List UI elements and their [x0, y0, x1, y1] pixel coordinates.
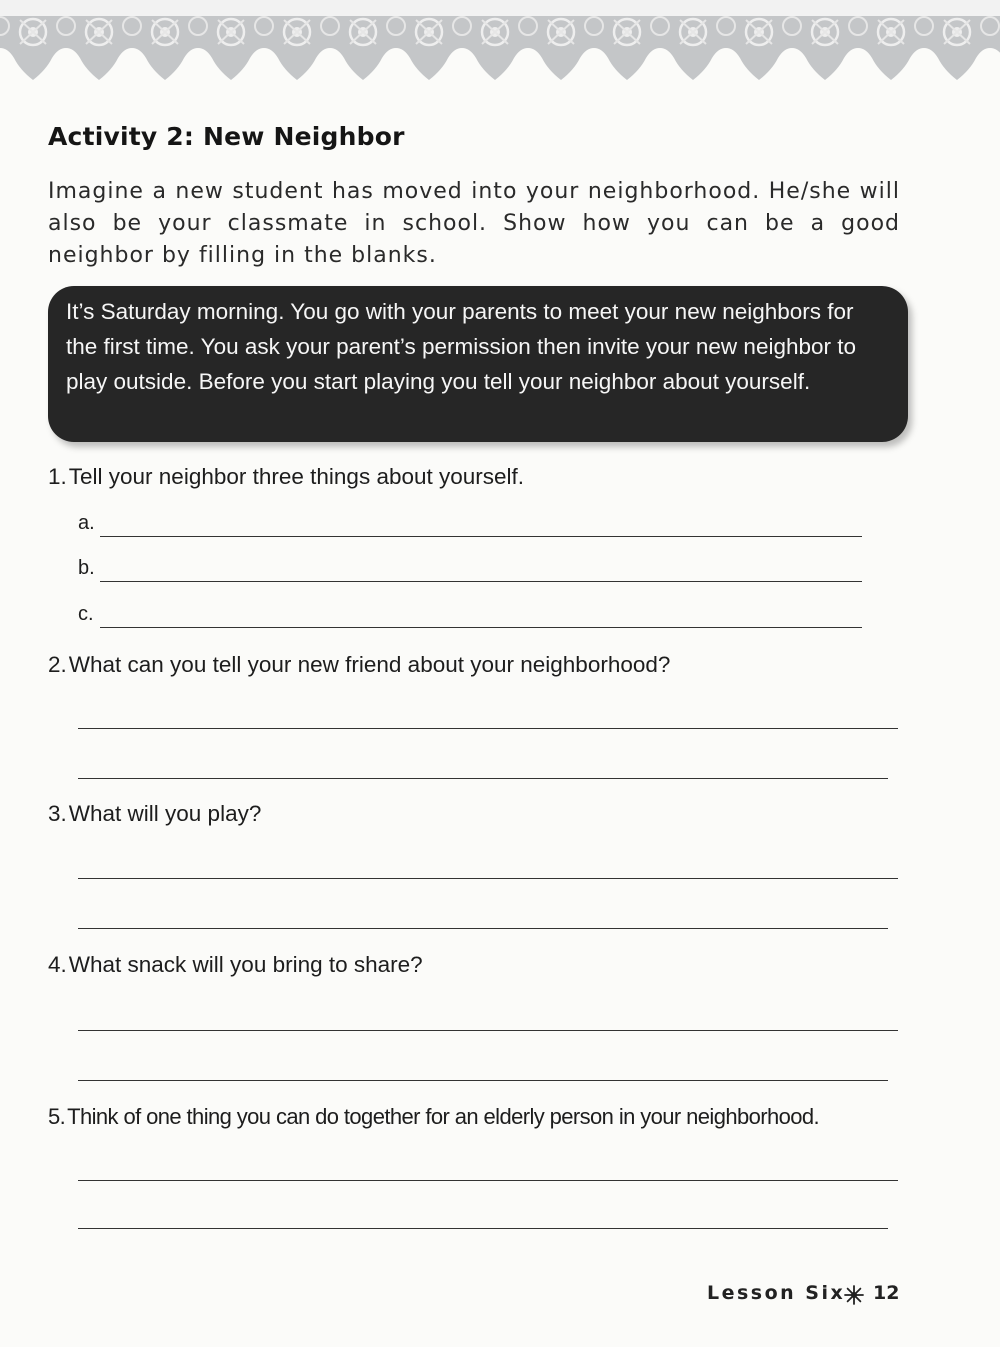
answer-line-3a[interactable]	[78, 878, 898, 879]
question-1-number: 1.	[48, 464, 67, 489]
question-4	[48, 952, 423, 978]
question-1-text: Tell your neighbor three things about yourself.	[68, 464, 525, 489]
scenario-text: It’s Saturday morning. You go with your parents to meet your new neighbors for the first time. You ask your parent’s permission then invite your new neighbor to play outside. Before you start playing you tell your neighbor about yourself.	[66, 299, 857, 394]
snowflake-ornament-icon	[844, 1285, 864, 1305]
question-3-text: What will you play?	[68, 801, 262, 826]
page-number: 12	[873, 1282, 900, 1304]
answer-line-5a[interactable]	[78, 1180, 898, 1181]
lesson-label: Lesson Six	[707, 1282, 846, 1304]
answer-line-2b[interactable]	[78, 778, 888, 779]
question-4-text: What snack will you bring to share?	[68, 952, 423, 977]
answer-line-2a[interactable]	[78, 728, 898, 729]
decorative-ornament-band	[0, 0, 1000, 90]
question-2-number: 2.	[48, 652, 67, 677]
answer-label-c: c.	[78, 603, 94, 625]
question-3-number: 3.	[48, 801, 67, 826]
answer-line-1a[interactable]	[100, 536, 862, 537]
answer-line-4b[interactable]	[78, 1080, 888, 1081]
scenario-box	[48, 286, 908, 442]
answer-label-a: a.	[78, 512, 95, 534]
question-5-text: Think of one thing you can do together for an elderly person in your neighborhood.	[67, 1104, 820, 1129]
answer-label-b: b.	[78, 557, 95, 579]
question-1	[48, 464, 524, 490]
question-5-number: 5.	[48, 1104, 66, 1129]
answer-line-3b[interactable]	[78, 928, 888, 929]
question-4-number: 4.	[48, 952, 67, 977]
question-5	[48, 1104, 819, 1130]
answer-line-4a[interactable]	[78, 1030, 898, 1031]
activity-instructions: Imagine a new student has moved into your neighborhood. He/she will also be your classmate in school. Show how you can be a good neighbor by filling in the blanks.	[48, 179, 900, 268]
answer-line-5b[interactable]	[78, 1228, 888, 1229]
answer-line-1b[interactable]	[100, 581, 862, 582]
answer-line-1c[interactable]	[100, 627, 862, 628]
question-2-text: What can you tell your new friend about your neighborhood?	[68, 652, 671, 677]
question-2	[48, 652, 670, 678]
activity-title: Activity 2: New Neighbor	[48, 122, 405, 151]
question-3	[48, 801, 261, 827]
